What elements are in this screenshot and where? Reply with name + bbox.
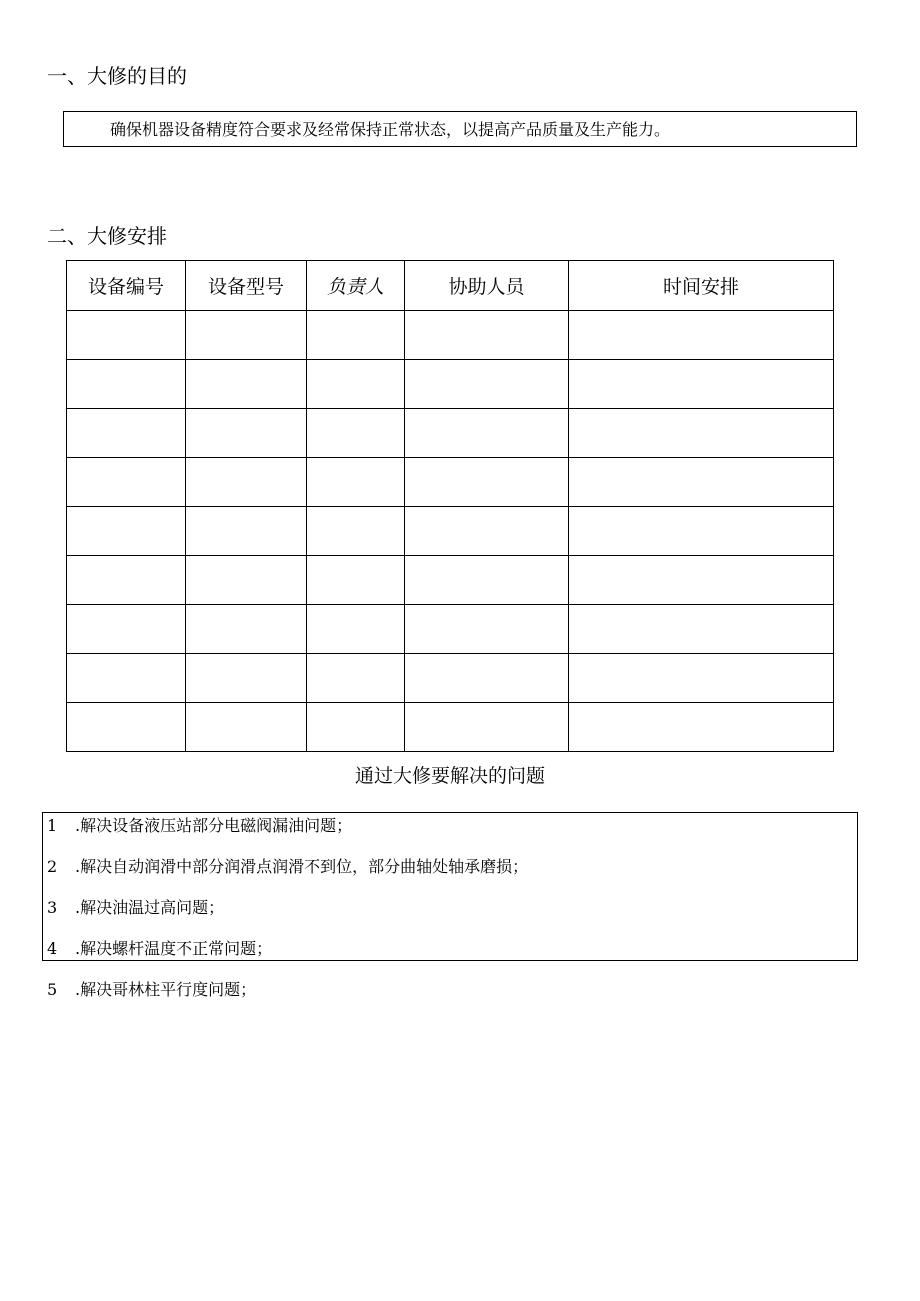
issue-item — [47, 980, 256, 1000]
table-cell[interactable] — [405, 654, 569, 703]
table-cell[interactable] — [569, 605, 834, 654]
table-cell[interactable] — [67, 360, 186, 409]
table-cell[interactable] — [67, 507, 186, 556]
header-person-in-charge: 负责人 — [307, 261, 405, 311]
purpose-box — [63, 111, 857, 147]
table-cell[interactable] — [307, 409, 405, 458]
table-cell[interactable] — [186, 556, 307, 605]
table-cell[interactable] — [569, 654, 834, 703]
table-row — [67, 507, 834, 556]
table-cell[interactable] — [569, 703, 834, 752]
table-row — [67, 654, 834, 703]
table-cell[interactable] — [307, 311, 405, 360]
table-cell[interactable] — [405, 409, 569, 458]
table-row — [67, 311, 834, 360]
table-cell[interactable] — [67, 703, 186, 752]
table-cell[interactable] — [186, 458, 307, 507]
table-cell[interactable] — [67, 654, 186, 703]
issue-number: 4 — [47, 939, 58, 958]
issue-text: .解决螺杆温度不正常问题； — [75, 939, 273, 958]
table-row — [67, 360, 834, 409]
table-cell[interactable] — [405, 556, 569, 605]
table-cell[interactable] — [405, 458, 569, 507]
table-cell[interactable] — [405, 703, 569, 752]
table-cell[interactable] — [569, 507, 834, 556]
table-row — [67, 409, 834, 458]
table-row — [67, 556, 834, 605]
table-header-row — [67, 261, 834, 311]
header-device-number: 设备编号 — [67, 261, 186, 311]
table-cell[interactable] — [307, 654, 405, 703]
table-cell[interactable] — [405, 360, 569, 409]
issue-text: .解决哥林柱平行度问题； — [75, 980, 257, 999]
table-cell[interactable] — [67, 556, 186, 605]
issue-item — [47, 857, 528, 877]
issue-text: .解决自动润滑中部分润滑点润滑不到位，部分曲轴处轴承磨损； — [75, 857, 529, 876]
table-cell[interactable] — [67, 605, 186, 654]
issue-item — [47, 898, 224, 918]
section-title-schedule: 二、大修安排 — [47, 224, 167, 248]
schedule-table — [66, 260, 834, 752]
issue-number: 2 — [47, 857, 58, 876]
table-cell[interactable] — [307, 458, 405, 507]
table-row — [67, 458, 834, 507]
issue-item — [47, 816, 352, 836]
table-cell[interactable] — [569, 409, 834, 458]
table-cell[interactable] — [67, 458, 186, 507]
table-cell[interactable] — [186, 605, 307, 654]
header-schedule-time: 时间安排 — [569, 261, 834, 311]
table-cell[interactable] — [569, 360, 834, 409]
table-cell[interactable] — [405, 311, 569, 360]
issue-text: .解决油温过高问题； — [75, 898, 225, 917]
issue-text: .解决设备液压站部分电磁阀漏油问题； — [75, 816, 353, 835]
table-cell[interactable] — [186, 311, 307, 360]
table-row — [67, 703, 834, 752]
table-cell[interactable] — [307, 360, 405, 409]
table-cell[interactable] — [67, 409, 186, 458]
table-cell[interactable] — [405, 605, 569, 654]
issue-item — [47, 939, 272, 959]
header-device-model: 设备型号 — [186, 261, 307, 311]
table-cell[interactable] — [67, 311, 186, 360]
table-cell[interactable] — [307, 703, 405, 752]
header-assistants: 协助人员 — [405, 261, 569, 311]
table-cell[interactable] — [307, 507, 405, 556]
table-cell[interactable] — [569, 458, 834, 507]
section-title-purpose: 一、大修的目的 — [47, 64, 187, 88]
table-cell[interactable] — [307, 556, 405, 605]
table-cell[interactable] — [186, 360, 307, 409]
table-cell[interactable] — [569, 556, 834, 605]
issues-heading: 通过大修要解决的问题 — [354, 765, 545, 787]
issue-number: 3 — [47, 898, 58, 917]
issue-number: 1 — [47, 816, 58, 835]
table-cell[interactable] — [307, 605, 405, 654]
table-cell[interactable] — [569, 311, 834, 360]
issue-number: 5 — [47, 980, 58, 999]
table-cell[interactable] — [186, 654, 307, 703]
table-row — [67, 605, 834, 654]
table-cell[interactable] — [186, 409, 307, 458]
table-cell[interactable] — [186, 703, 307, 752]
purpose-text: 确保机器设备精度符合要求及经常保持正常状态，以提高产品质量及生产能力。 — [110, 120, 671, 139]
table-cell[interactable] — [186, 507, 307, 556]
table-cell[interactable] — [405, 507, 569, 556]
